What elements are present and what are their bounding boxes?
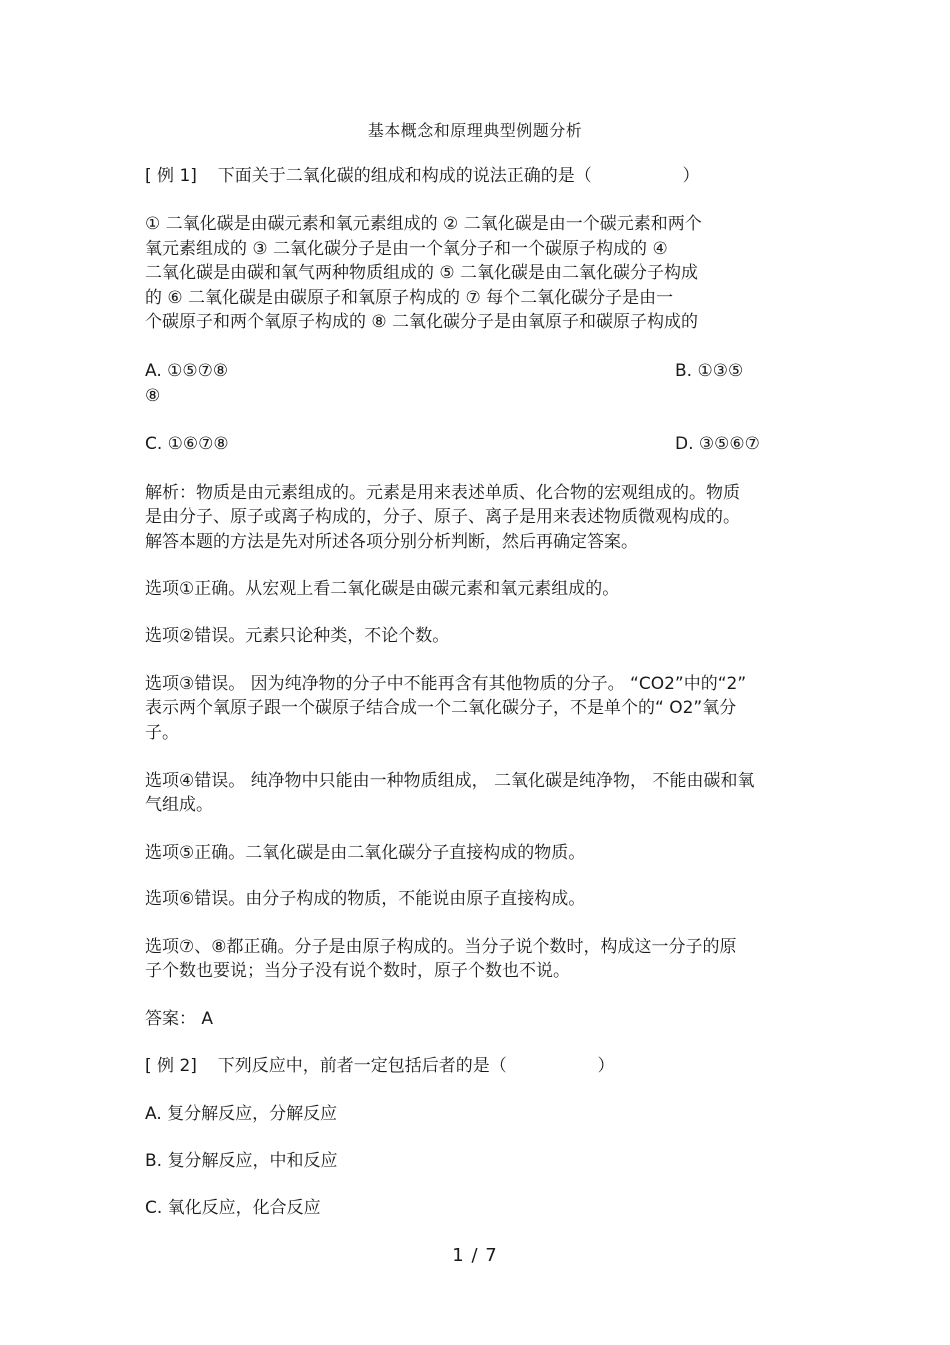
- statement-line-5: 个碳原子和两个氧原子构成的 ⑧ 二氧化碳分子是由氧原子和碳原子构成的: [145, 312, 699, 332]
- option-d: D. ③⑤⑥⑦: [675, 434, 760, 454]
- statement-line-3: 二氧化碳是由碳和氧气两种物质组成的 ⑤ 二氧化碳是由二氧化碳分子构成: [145, 263, 699, 283]
- analysis-line-2: 是由分子、原子或离子构成的，分子、原子、离子是用来表述物质微观构成的。: [145, 507, 740, 527]
- item-4-line-1: 选项④错误。 纯净物中只能由一种物质组成， 二氧化碳是纯净物， 不能由碳和氧: [145, 771, 755, 791]
- item-7-line-1: 选项⑦、⑧都正确。分子是由原子构成的。当分子说个数时，构成这一分子的原: [145, 937, 737, 957]
- statement-line-2: 氧元素组成的 ③ 二氧化碳分子是由一个氧分子和一个碳原子构成的 ④: [145, 239, 668, 259]
- item-7-line-2: 子个数也要说；当分子没有说个数时，原子个数也不说。: [145, 961, 570, 981]
- option-c: C. ①⑥⑦⑧: [145, 434, 229, 454]
- item-1: 选项①正确。从宏观上看二氧化碳是由碳元素和氧元素组成的。: [145, 579, 620, 599]
- example2-option-a: A. 复分解反应，分解反应: [145, 1104, 338, 1124]
- analysis-line-3: 解答本题的方法是先对所述各项分别分析判断，然后再确定答案。: [145, 532, 638, 552]
- item-6: 选项⑥错误。由分子构成的物质，不能说由原子直接构成。: [145, 889, 586, 909]
- statement-line-1: ① 二氧化碳是由碳元素和氧元素组成的 ② 二氧化碳是由一个碳元素和两个: [145, 214, 702, 234]
- answer: 答案： A: [145, 1009, 214, 1029]
- example2-question: [145, 1054, 615, 1078]
- item-5: 选项⑤正确。二氧化碳是由二氧化碳分子直接构成的物质。: [145, 843, 586, 863]
- option-b-wrap: ⑧: [145, 386, 161, 406]
- item-3-line-3: 子。: [145, 723, 179, 743]
- example1-question-text: 下面关于二氧化碳的组成和构成的说法正确的是（: [217, 166, 592, 186]
- example2-label: [ 例 2]: [145, 1056, 197, 1076]
- page-number: 1 / 7: [452, 1245, 498, 1266]
- example2-option-b: B. 复分解反应，中和反应: [145, 1151, 338, 1171]
- example2-question-close: ）: [597, 1056, 615, 1076]
- item-3-line-2: 表示两个氧原子跟一个碳原子结合成一个二氧化碳分子，不是单个的“ O2”氧分: [145, 698, 737, 718]
- option-a: A. ①⑤⑦⑧: [145, 361, 229, 381]
- item-4-line-2: 气组成。: [145, 795, 213, 815]
- example2-question-text: 下列反应中，前者一定包括后者的是（: [217, 1056, 507, 1076]
- option-b: B. ①③⑤: [675, 361, 744, 381]
- example2-option-c: C. 氧化反应，化合反应: [145, 1198, 321, 1218]
- document-title: 基本概念和原理典型例题分析: [367, 121, 583, 140]
- item-3-line-1: 选项③错误。 因为纯净物的分子中不能再含有其他物质的分子。 “CO2”中的“2”: [145, 674, 747, 694]
- statement-line-4: 的 ⑥ 二氧化碳是由碳原子和氧原子构成的 ⑦ 每个二氧化碳分子是由一: [145, 288, 674, 308]
- example1-question-close: ）: [682, 166, 700, 186]
- item-2: 选项②错误。元素只论种类，不论个数。: [145, 626, 450, 646]
- example1-question: [145, 164, 700, 188]
- example1-label: [ 例 1]: [145, 166, 197, 186]
- analysis-line-1: 解析：物质是由元素组成的。元素是用来表述单质、化合物的宏观组成的。物质: [145, 483, 740, 503]
